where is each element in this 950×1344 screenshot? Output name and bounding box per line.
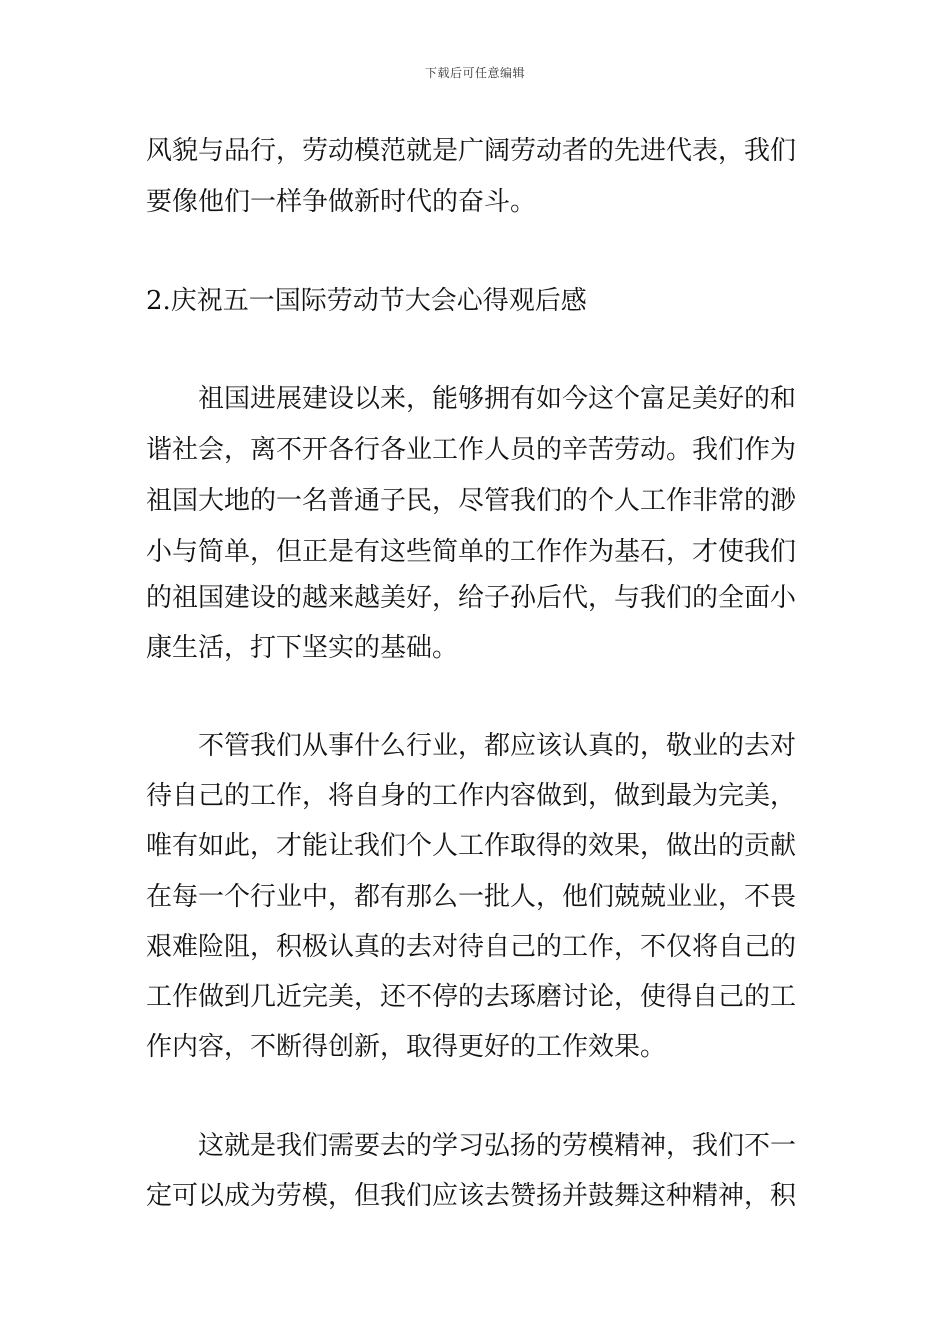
text-line: 待自己的工作，将自身的工作内容做到，做到最为完美， — [146, 781, 797, 811]
text-line: 的祖国建设的越来越美好，给子孙后代，与我们的全面小 — [146, 583, 797, 613]
text-line: 工作做到几近完美，还不停的去琢磨讨论，使得自己的工 — [146, 982, 797, 1012]
text-line: 要像他们一样争做新时代的奋斗。 — [146, 187, 537, 217]
text-line: 艰难险阻，积极认真的去对待自己的工作，不仅将自己的 — [146, 932, 797, 962]
text-line: 这就是我们需要去的学习弘扬的劳模精神，我们不一 — [198, 1131, 797, 1161]
text-line: 风貌与品行，劳动模范就是广阔劳动者的先进代表，我们 — [146, 136, 797, 166]
text-line: 祖国大地的一名普通子民，尽管我们的个人工作非常的渺 — [146, 486, 797, 516]
text-line: 康生活，打下坚实的基础。 — [146, 633, 459, 663]
text-line: 不管我们从事什么行业，都应该认真的，敬业的去对 — [198, 731, 797, 761]
text-line: 唯有如此，才能让我们个人工作取得的效果，做出的贡献 — [146, 831, 797, 861]
section-heading: 2.庆祝五一国际劳动节大会心得观后感 — [146, 286, 587, 316]
text-line: 在每一个行业中，都有那么一批人，他们兢兢业业，不畏 — [146, 882, 797, 912]
page-header: 下载后可任意编辑 — [424, 66, 525, 80]
text-line: 谐社会，离不开各行各业工作人员的辛苦劳动。我们作为 — [146, 435, 797, 465]
text-line: 作内容，不断得创新，取得更好的工作效果。 — [146, 1032, 667, 1062]
text-line: 定可以成为劳模，但我们应该去赞扬并鼓舞这种精神，积 — [146, 1181, 797, 1211]
text-line: 祖国进展建设以来，能够拥有如今这个富足美好的和 — [198, 384, 797, 414]
text-line: 小与简单，但正是有这些简单的工作作为基石，才使我们 — [146, 537, 797, 567]
